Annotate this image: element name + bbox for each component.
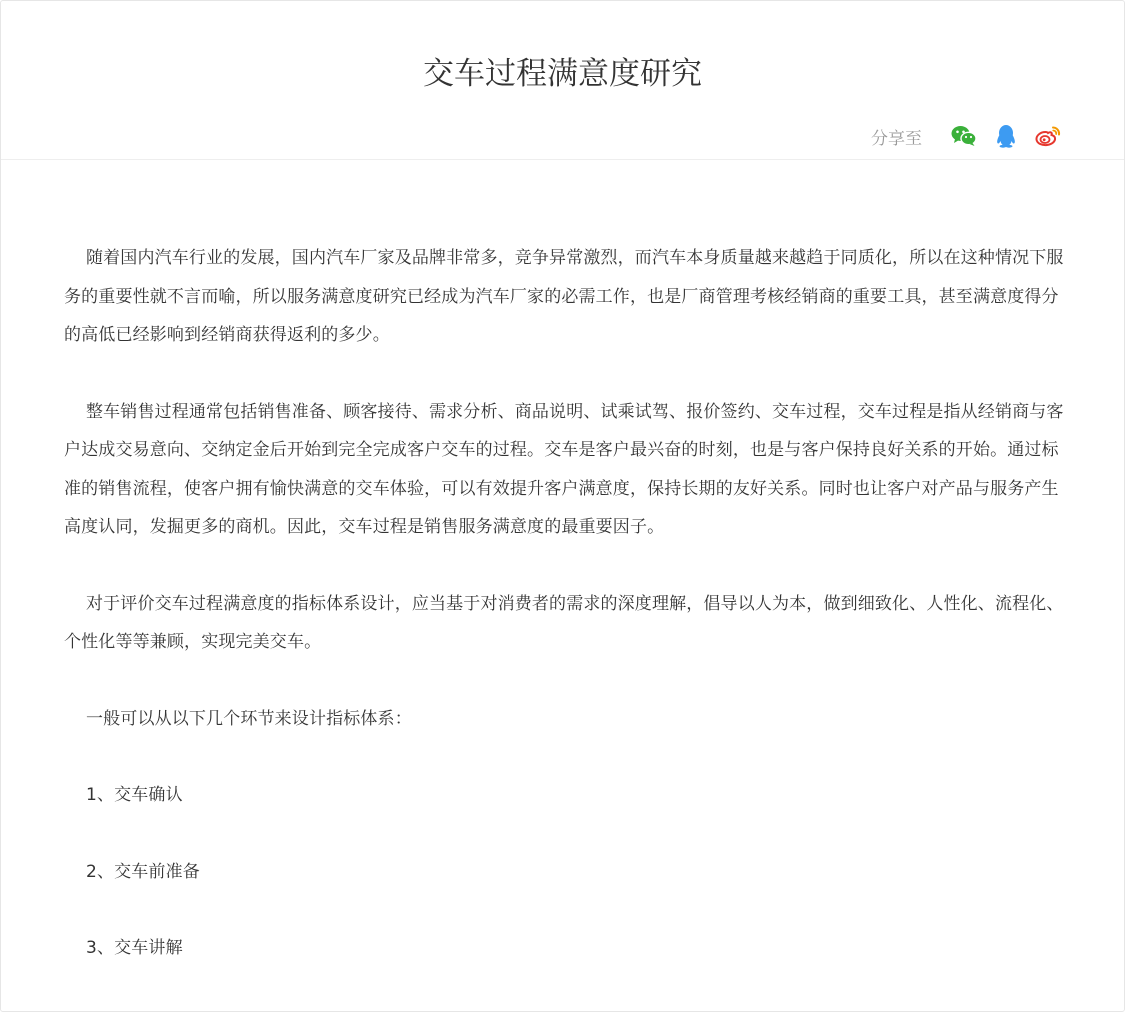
list-item: 3、交车讲解: [86, 938, 183, 958]
page-title: 交车过程满意度研究: [423, 56, 702, 92]
paragraph-intro: 随着国内汽车行业的发展，国内汽车厂家及品牌非常多，竞争异常激烈，而汽车本身质量越来越趋于同质化，所以在这种情况下服务的重要性就不言而喻，所以服务满意度研究已经成为汽车厂家的必需工作，也是厂商管理考核经销商的重要工具，甚至满意度得分的高低已经影响到经销商获得返利的多少。: [64, 248, 1064, 345]
share-bar: [871, 121, 1062, 151]
article-body: [64, 239, 1064, 1006]
article-header: [1, 1, 1124, 160]
paragraph-index-design: 对于评价交车过程满意度的指标体系设计，应当基于对消费者的需求的深度理解，倡导以人为本，做到细致化、人性化、流程化、个性化等等兼顾，实现完美交车。: [64, 593, 1064, 652]
weibo-icon[interactable]: [1034, 122, 1062, 150]
paragraph-list-intro: 一般可以从以下几个环节来设计指标体系：: [86, 708, 412, 729]
share-label: 分享至: [871, 128, 922, 149]
paragraph-sales-process: 整车销售过程通常包括销售准备、顾客接待、需求分析、商品说明、试乘试驾、报价签约、交车过程，交车过程是指从经销商与客户达成交易意向、交纳定金后开始到完全完成客户交车的过程。交车是客户最兴奋的时刻，也是与客户保持良好关系的开始。通过标准的销售流程，使客户拥有愉快满意的交车体验，可以有效提升客户满意度，保持长期的友好关系。同时也让客户对产品与服务产生高度认同，发掘更多的商机。因此，交车过程是销售服务满意度的最重要因子。: [64, 401, 1064, 537]
wechat-icon[interactable]: [950, 122, 978, 150]
list-item: 2、交车前准备: [86, 861, 200, 882]
qq-icon[interactable]: [992, 122, 1020, 150]
list-item: 1、交车确认: [86, 785, 183, 805]
